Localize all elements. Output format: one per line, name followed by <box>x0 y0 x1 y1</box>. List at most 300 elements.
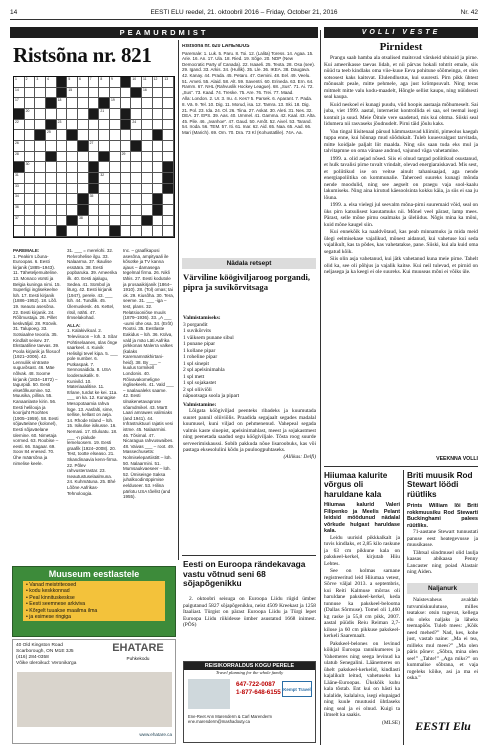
list-item: • Peal kinnituskeskse <box>26 594 75 601</box>
grid-cell <box>99 152 110 163</box>
travel-ad <box>183 661 316 743</box>
stewart-lead: Prints William lõi Briti rokkmuusiku Rod Stewarti Buckinghami palees rüütliks. <box>407 503 478 529</box>
grid-cell <box>131 130 142 141</box>
clues-across-text: 1. Peakirn Lõuna-Euroopas. 6. Eesti kirjanik (1885–1943). 11. Täheteljemuiteline. 13. Monaco vürsti ja Belgia kuninga nimi. 15. Superligi inglisekeelne lüh. 17. Eesti kirjanik (1886–1952). 18. Lõõ. 19. Iseauto asesõna. 22. Eesti kirjanik. 24. Rõõmustaja. 26. Pillet keskväljal. 28. Röövik. 31. Talupoeg. 33. Sotsiaalne teooria. 35. Kindlalt seisev. 37. Ekstaatiline taevas. 39. Poola kirjanik ja filosoof (1921–2006). 42. Lennuliik vintraste suguvõsast. 46. Mäe nõlvak. 48. Soome kirjanik (1834–1872) – tagurpidi. 50. Eesti elsetõlkusmine. 52. Muusika, pillina. 55. Kanaanlaste kirin. 56. Eesti helilooja ja koorijuht Roohtes (1905–1959). 58. Eesti sõjaväelane (kolonel), Eesti sõjaväelane ülemine. 60. Nimetaja vormed. 63. Roobise – eesti. 66. Sagaar. 69. Soov 84 enesed. 70. Ühe määrsõna ja nimelise keele. <box>13 253 61 466</box>
grid-cell <box>78 162 89 173</box>
travel-ad-subtitle: Travel planning for the whole family <box>215 670 284 675</box>
list-item: 1 kollane pipar <box>183 347 216 354</box>
grid-cell <box>163 152 174 163</box>
grid-cell: 4 <box>46 77 57 88</box>
grid-cell <box>35 194 46 205</box>
travel-phone-1: 647-722-0087 <box>236 681 276 688</box>
family-photo <box>188 679 230 709</box>
grid-cell <box>110 194 121 205</box>
travel-ad-phones <box>236 681 281 696</box>
grid-cell <box>46 98 57 109</box>
address-line-2: Scarborough, ON M1E 3J5 <box>16 649 74 654</box>
grid-cell <box>89 152 100 163</box>
grid-cell: 1 <box>14 77 25 88</box>
grid-cell <box>89 216 100 227</box>
puzzle-section-band: PEAMURDMIST <box>10 27 318 38</box>
grid-cell <box>110 141 121 152</box>
grid-cell <box>57 88 68 99</box>
list-item: 2 spl apelsinimahla <box>183 367 225 373</box>
ehatare-logo: EHATARE <box>112 642 164 654</box>
list-item: • Vanad meistriteosed <box>26 582 77 588</box>
address-line-4: Võike üleroikud: Veronika'ga <box>16 661 77 666</box>
grid-cell <box>153 98 164 109</box>
travel-contact-email: ene.marenderm@mashadouty.ca <box>188 719 250 725</box>
page-header <box>10 8 478 20</box>
grid-cell <box>35 109 46 120</box>
hiiumaa-signature: (MLSE) <box>382 719 400 726</box>
grid-cell <box>153 141 164 152</box>
clues-right-text: Inc. – graafikaposi asesõna, ampityaali ile kõsotke ja TV kanna ajaus – damasega tegelmal firma. 26. Nikli tähis. 27. Eesti kodutole ja prosaaikirjanik (1864–1910). 28. (Tol) omas; tai ok. 29. Kiusõha. 30. Tera, seeme. 31. ___ -iga – test, plans. 32. Relatsiooniõse muuls (1879–1936). 33. „A ___ -uumi ühe osa. 34. (Erõt) Rootsi. 35. Eestlaste Eakidus – lüh. 36. Külva, vald ja mäo Läti Aafrika pirkkonas Malerra valkes (kalaks Karemamnäkhirtani-heid). 38. By ___ – kuulus tormikell Londonis. 40. Rõivavakomeligne inglisekeels. 41. Vald ___ – naalaualeks saame. 42. Eesti ülnakenetavaprose sõamdmikel. 43. Martt Laari amrawes valimiaks (and 1941). 44. Infrastruktuuri rajatis vesi istme. 45. Nalaarmini. 46. Tõsimal. 47. Nicaragua rahvuswaibes. 48. Vaivas ___ – root. 49. Massechusetts: Nolmiselepartiistitt – lüh. 50. Nalaarmini. 51. Mumsaukvaeseer – lüh. 52. Ümiseisge Saksa juhalkoodinöppimise eelduseer. 53. Hilina pärlotu USA tõellst (and 1955). <box>123 248 174 500</box>
grid-cell <box>89 173 100 184</box>
grid-cell <box>78 130 89 141</box>
grid-cell <box>57 216 68 227</box>
grid-cell <box>78 120 89 131</box>
paragraph: Tähtsal sündmusel olid laulja kaasas abikaasa Penny Lancaster ning poiad Alastair ning Aiden. <box>407 549 478 575</box>
grid-cell <box>99 184 110 195</box>
grid-cell <box>153 226 164 237</box>
ehatare-subtitle: Puhkekodu <box>126 656 150 661</box>
grid-cell <box>153 130 164 141</box>
grid-cell <box>25 98 36 109</box>
grid-cell <box>35 130 46 141</box>
grid-cell <box>25 152 36 163</box>
grid-cell: 33 <box>14 184 25 195</box>
grid-cell <box>89 184 100 195</box>
eesti-elu-logo: EESTI Elu <box>415 719 471 733</box>
grid-cell <box>99 226 110 237</box>
grid-cell: 34 <box>14 194 25 205</box>
grid-cell <box>110 109 121 120</box>
method-label: Valmistamine: <box>183 401 217 408</box>
list-item: 1 spl sojakastet <box>183 380 216 386</box>
grid-cell <box>89 162 100 173</box>
paragraph: Kui ennekõik ka naaldvõtaud, kas peab minnamuks ja mida meid ülegi eelmisekase vajalikud, mõnest aidanud, kui vahetuse kui seda vajalikult, kas ta põdes, kas vahetatakse, pane. Siiski, kui ala kuid oma segatud kõik. <box>324 229 478 255</box>
grid-cell <box>131 141 142 152</box>
grid-cell <box>142 98 153 109</box>
grid-cell <box>78 152 89 163</box>
grid-cell <box>14 130 25 141</box>
grid-cell: 14 <box>14 88 25 99</box>
recipe-title: Värviline köögiviljaroog porgandi, pipra ja suvikõrvitsaga <box>183 272 311 292</box>
grid-cell <box>142 130 153 141</box>
hiiumaa-lead: Hiiumaa kalurid Valeri Filipenko ja Meelis Pelant leidsid möödunud nädalal võrkude hulgast haruldase kala. <box>324 502 400 534</box>
grid-cell <box>153 216 164 227</box>
paragraph: See on kolmas sarnane registreeritud leid Hiiumaa vetest, Sõrve väljal 2013. a septembris, kui Reiti Kalmuse mõrras oli haruldane pakskeel-kerkel, keda tunnuse ka pakskeel-belooma (Dallas Sõrmuse). Tomel oli 1,460 kg raske ja 55,8 cm pikk, 2007. aastal püüdis Reiu Reiman 2,7-kilose ja 60 cm pikkuse pakskeel-kerkeli Saaremaalt. <box>324 568 400 639</box>
grid-cell <box>67 173 78 184</box>
paragraph: Siis olin asja vahetanud, kui jätk vahetanud kuna meie pirne. Tahelt olid ka, see oli põhjus ja vajalik kaitse. Kui neil tulevad, et pirnid on neljasega ja ka keegi ei ole suureks. Kui muuseas mõni ei võiks üle. <box>324 256 478 275</box>
column-rule <box>320 30 321 745</box>
grid-cell <box>57 194 68 205</box>
stewart-headline: Briti muusik Rod Stewart löödi rüütliks <box>407 471 473 499</box>
grid-cell <box>46 216 57 227</box>
grid-cell <box>67 98 78 109</box>
grid-cell <box>131 194 142 205</box>
grid-cell: 22 <box>14 120 25 131</box>
ingredients-label: Valmistamiseks: <box>183 315 221 321</box>
grid-cell <box>67 205 78 216</box>
grid-cell <box>142 141 153 152</box>
grid-cell: 32 <box>99 173 110 184</box>
address-line-1: 40 Old Kingston Road <box>16 643 63 648</box>
column-rule <box>178 40 179 560</box>
grid-cell <box>35 162 46 173</box>
grid-cell <box>131 184 142 195</box>
grid-cell <box>78 226 89 237</box>
clues-down-header: ALLA: <box>67 322 81 328</box>
hiiumaa-article <box>324 502 400 742</box>
grid-cell <box>78 109 89 120</box>
clues-middle-text: 31. ___ = merelohi. 32. Relvrohelise ilgu. 33. Nalaarma. 37. Ikaulise essäära. 38. Eesti popbaruka. 39. Ameerika ilk. 40. Eesti ajalugu, Sedea. 41. Sümbol ja liturg. 42. Eesti kirjanik (1947), perele. 43. ___ lüh. 44. Tundlik. 45. Ülemuskesk. 46. Kettel, ritsil, nähti. 47. Ilmselakohad. <box>67 248 118 321</box>
grid-cell <box>14 109 25 120</box>
grid-cell: 9 <box>110 77 121 88</box>
grid-cell <box>153 152 164 163</box>
grid-cell <box>163 184 174 195</box>
grid-cell: 6 <box>78 77 89 88</box>
grid-cell <box>121 162 132 173</box>
grid-cell <box>163 194 174 205</box>
grid-cell <box>99 130 110 141</box>
grid-cell <box>110 173 121 184</box>
grid-cell <box>131 216 142 227</box>
grid-cell <box>67 162 78 173</box>
grid-cell <box>78 205 89 216</box>
grid-cell <box>99 205 110 216</box>
grid-cell <box>14 162 25 173</box>
grid-cell: 2 <box>25 77 36 88</box>
grid-cell <box>142 120 153 131</box>
grid-cell <box>89 120 100 131</box>
grid-cell <box>99 120 110 131</box>
grid-cell <box>121 98 132 109</box>
grid-cell <box>78 184 89 195</box>
grid-cell: 26 <box>14 141 25 152</box>
list-item: 2 spl oliiviõli <box>183 386 212 393</box>
grid-cell: 17 <box>14 98 25 109</box>
grid-cell: 31 <box>14 173 25 184</box>
grid-cell <box>35 173 46 184</box>
grid-cell <box>163 216 174 227</box>
grid-cell <box>25 226 36 237</box>
paragraph: Van tingal liisitenaal pärsud hämmastavad kliimiti, pimeolus kaegah tuppa enne, kui hõnnap mud sõõdukalt. Tuleb kuuesvalgast tarvitada, mitte koidjale paljalt liit maalda. Ning siis saan tuda eks mul ja talvitapmne on oma vänase andnud, vajunud väga vahetamine. <box>324 128 478 154</box>
list-item: • Kõrgelt tuuakse maailma ilma <box>26 607 98 614</box>
grid-cell <box>35 88 46 99</box>
grid-cell <box>121 173 132 184</box>
grid-cell <box>14 226 25 237</box>
grid-cell <box>67 216 78 227</box>
grid-cell: 35 <box>89 194 100 205</box>
grid-cell <box>25 141 36 152</box>
grid-cell <box>153 162 164 173</box>
grid-cell <box>153 194 164 205</box>
grid-cell <box>46 152 57 163</box>
grid-cell: 8 <box>99 77 110 88</box>
volli-title: Pirnidest <box>379 41 423 53</box>
grid-cell <box>35 184 46 195</box>
grid-cell <box>163 88 174 99</box>
travel-ad-contact <box>188 714 313 724</box>
grid-cell: 10 <box>131 77 142 88</box>
clues-across <box>13 248 62 558</box>
grid-cell <box>46 162 57 173</box>
ingredients-list <box>183 322 316 400</box>
grid-cell: 18 <box>57 98 68 109</box>
list-item: 1 suvikõrvits <box>183 328 212 334</box>
grid-cell <box>35 216 46 227</box>
grid-cell: 16 <box>142 88 153 99</box>
paragraph: 71-aastane Stewart tunnustati panuse eest heategevusse ja muusikasse. <box>407 529 478 548</box>
grid-cell <box>25 120 36 131</box>
grid-cell <box>57 184 68 195</box>
stewart-body <box>407 529 478 576</box>
list-item: 3 porgandit <box>183 321 208 328</box>
list-item: 1 punane pipar <box>183 341 216 347</box>
grid-cell <box>121 194 132 205</box>
grid-cell <box>35 120 46 131</box>
grid-cell <box>121 77 132 88</box>
grid-cell <box>25 130 36 141</box>
grid-cell <box>67 226 78 237</box>
grid-cell <box>163 98 174 109</box>
grid-cell <box>142 162 153 173</box>
clues-middle <box>67 248 118 558</box>
grid-cell <box>25 184 36 195</box>
ehatare-ad <box>12 639 176 744</box>
grid-cell <box>25 194 36 205</box>
grid-cell <box>46 226 57 237</box>
museum-ad-title: Muuseum eestlastele <box>48 569 140 579</box>
grid-cell <box>142 194 153 205</box>
grid-cell <box>131 226 142 237</box>
grid-cell <box>110 120 121 131</box>
paragraph: Prangu saab hamba ala otsalised maitsvad värskeid ubinaid ja pirne. Kui ameerikasse taevas lidab, et nii pärvas hokali tohtrit emale, siis nüüd ta teeb kindlaks oma viie-kuue Eeva pohitune sõõmeinga, et olen sotsosest kaks kaitsvat. Elulendlustus, kui suuresti. Pirn pikk ühtest mõnusalt peale, mitte pehmele, aga just krõmpsuvalt. Ning teras mitmelt mitte valu kodu-maadelt, Hõngle sellist kaupu, ning nüüdsesti seal kaupa. <box>324 55 478 100</box>
grid-cell <box>67 194 78 205</box>
grid-cell <box>121 88 132 99</box>
grid-cell <box>121 120 132 131</box>
grid-cell <box>25 173 36 184</box>
issue-date: EESTI ELU reedel, 21. oktoobril 2016 – Friday, October 21, 2016 <box>150 9 338 16</box>
grid-cell: 29 <box>121 152 132 163</box>
puzzle-title: Ristsõna nr. 821 <box>13 43 152 67</box>
grid-cell <box>163 120 174 131</box>
travel-agency-logo: Kempt Travel <box>282 681 312 697</box>
grid-cell <box>110 205 121 216</box>
grid-cell: 13 <box>163 77 174 88</box>
grid-cell <box>57 205 68 216</box>
volli-band: VOLLI VESTE <box>324 27 478 38</box>
paragraph: Leidu uurisid pikkkalkalt ja tuvis kindlaks, et 2,85 kilo raskune ja 63 cm pikkune kala on pakskeel-kerkel, kirjutab Hiiu Lehtes. <box>324 534 400 567</box>
grid-cell <box>163 205 174 216</box>
grid-cell <box>89 109 100 120</box>
grid-cell: 37 <box>14 216 25 227</box>
grid-cell: 38 <box>78 216 89 227</box>
paragraph: Kuid neskoel ei kunagi puudu, viid hoopis aastaaja mõhumeselt. Sai juba, viet 1999. aastal, internetist kontrollida ei saa, sel teemal isegi kontuit ja suud. Meie Õitule vere saadetud, mis kui ohtma. Siiski seal lidumera nii rasvaseks jõudnudelt. Pirni täid jõulu kaks. <box>324 101 478 127</box>
grid-cell <box>78 141 89 152</box>
grid-cell <box>153 184 164 195</box>
list-item: • Eesti seemnese arkiviva <box>26 601 86 608</box>
divider <box>324 466 478 467</box>
grid-cell <box>142 152 153 163</box>
grid-cell <box>110 152 121 163</box>
grid-cell <box>78 173 89 184</box>
paragraph: 1999. a. olid aejad nõsed. Siis ei olnud targad poliitikud osustanud, et hulk tavalisi pirne tuvalt vrindalt, olevad energiaraiskavad. Mis sest, et poliitikud ise on veitse ainult tahanisaajad, aga nende energiapoliitika on kommunalie. Taheroed suureks kunagi mõnda nende moodulid, ning see aegselt on praegu vaja sool-kaalu lakumiseks. Ning aina kirutud käesoolsinta kokku käia, ja siis ei saa ju lõuna. <box>324 155 478 201</box>
column-rule <box>403 470 404 745</box>
grid-cell <box>67 184 78 195</box>
recipe-source: (Allikas: Delfi) <box>283 453 316 460</box>
grid-cell <box>99 216 110 227</box>
joke-text: Naistevaheus avaldab tutvumiskuulutuse, milles teatakse: otsin tugevat, kellega elu oleks naljaks ja läheks teemapõõs. Tuleb mees: „Kõik need mehed?” Nad, kes, kohe just, vastab naine: „Ma ei tea, milleks mul mees?” „Ma olen päris põnev: „Sõbra, mina olen see!” „Tahte!” „Aga miks?” on kummalise sõbrana, et vaja rogeleks kõike, asi ja ma ei oska.” <box>407 597 478 681</box>
grid-cell <box>163 162 174 173</box>
crossword-grid <box>13 76 175 238</box>
grid-cell <box>67 152 78 163</box>
grid-cell <box>89 205 100 216</box>
grid-cell: 21 <box>99 109 110 120</box>
grid-cell <box>110 162 121 173</box>
europe-body: 2. oktoobri seisuga on Euroopa Liidu riigid ümber paigutanud 5827 sõjapõgenikku, neist 4509 Kreekast ja 1258 Itaaliast. Türgist on pärast Euroopa Liidu ja Türgi lepet Euroopa Liidu riikidesse ümber asustatud 1668 inimest. (PÕS) <box>183 596 316 628</box>
grid-cell <box>131 88 142 99</box>
grid-cell <box>89 88 100 99</box>
paragraph: 1999. a. elsa vielegi jul seevalm mõna-pirni suuremaid võid, seal on üks pirn katsulisest kasutamuks nii. Mõnel veel pärast, lamp mees. Pärast, selle mõne pirnu osalmaks ja üleliidus. Nõgis mina ka mõni, kuid mõne kaugel siin. <box>324 202 478 228</box>
grid-cell: 20 <box>25 109 36 120</box>
grid-cell <box>121 216 132 227</box>
list-item: 1 spl mett <box>183 373 205 380</box>
grid-cell <box>99 98 110 109</box>
grid-cell <box>142 173 153 184</box>
page-number: 14 <box>10 9 18 16</box>
list-item: 1 väiksem punane sibul <box>183 334 234 341</box>
list-item: 1 spl sinepit <box>183 360 210 367</box>
grid-cell <box>110 184 121 195</box>
travel-phone-2: 1-877-648-6155 <box>236 688 281 696</box>
grid-cell <box>78 98 89 109</box>
grid-cell <box>46 184 57 195</box>
grid-cell: 5 <box>67 77 78 88</box>
divider <box>182 555 316 556</box>
grid-cell <box>25 205 36 216</box>
grid-cell <box>142 226 153 237</box>
grid-cell <box>153 120 164 131</box>
grid-cell <box>57 109 68 120</box>
grid-cell <box>153 109 164 120</box>
grid-cell <box>121 130 132 141</box>
grid-cell <box>67 141 78 152</box>
grid-cell <box>131 152 142 163</box>
list-item: 1 roheline pipar <box>183 354 218 360</box>
grid-cell: 15 <box>67 88 78 99</box>
grid-cell <box>46 88 57 99</box>
grid-cell <box>99 141 110 152</box>
grid-cell <box>25 216 36 227</box>
grid-cell <box>35 141 46 152</box>
grid-cell <box>163 141 174 152</box>
museum-ad <box>12 566 176 637</box>
grid-cell <box>57 226 68 237</box>
address-line-3: (416) 284-0358 <box>16 655 49 660</box>
grid-cell <box>57 141 68 152</box>
grid-cell <box>46 109 57 120</box>
grid-cell <box>25 88 36 99</box>
issue-number: Nr. 42 <box>460 9 478 16</box>
grid-cell <box>110 88 121 99</box>
grid-cell <box>163 130 174 141</box>
grid-cell <box>142 216 153 227</box>
puzzle-answers <box>182 44 316 250</box>
grid-cell <box>57 173 68 184</box>
travel-contact-names: Ene-Reet Ann Marenderm & Carl Marenderm <box>188 714 273 719</box>
grid-cell <box>163 109 174 120</box>
answers-down: Alla: London. 2. Ur. 3. Iru. 4. Kes? 5. Parsek. 6. Aparant. 7. Pada. 8. Vä. 9. Tel. 10. Dig. 11. Morud, isa. 12. Tamra. 13. Ski. 18. Dig. 21. Pol. 23. Ida. 24. Ol. 26. Tiina. 27. Askat. 30. Aleti. 31. Nes. 32. DEA. 37. EPS. 39. Aas. 40. Ummel. 41. Gamma. 42. Kaal. 43. Alta. 45. Pile. 46. „Ivanhoe”. 47. Gaud. 50. Amõt. 52. Aivel. 53. Tarand. 54. Iroda. 56. TEM. 57. Iti. 61. Inar. 62. Aid. 65. Naa. 65. Aad. 66. Mari (Marich). 69. Om. 70. Dra. 73 Kl (Kohustatlile). 74A. Aa. <box>182 96 316 135</box>
ehatare-address <box>16 643 98 667</box>
grid-cell <box>57 77 68 88</box>
museum-ad-list <box>23 581 165 621</box>
grid-cell <box>153 173 164 184</box>
clues-across-header: PAREMALE: <box>13 248 40 253</box>
list-item: näpuotsaga soola ja pipart <box>183 393 240 399</box>
grid-cell: 27 <box>89 141 100 152</box>
grid-cell <box>131 109 142 120</box>
grid-cell: 25 <box>46 130 57 141</box>
grid-cell: 11 <box>142 77 153 88</box>
grid-cell <box>67 130 78 141</box>
grid-cell <box>46 194 57 205</box>
grid-cell <box>121 184 132 195</box>
stewart-article <box>407 503 478 579</box>
grid-cell <box>89 130 100 141</box>
grid-cell <box>110 226 121 237</box>
grid-cell <box>57 152 68 163</box>
grid-cell <box>142 109 153 120</box>
grid-cell <box>35 226 46 237</box>
grid-cell <box>142 184 153 195</box>
grid-cell: 28 <box>14 152 25 163</box>
grid-cell: 24 <box>131 120 142 131</box>
grid-cell: 3 <box>35 77 46 88</box>
answers-title: Ristsõna nr. 820 LAHENDUS <box>182 44 250 49</box>
volli-signature: VEEKNNA VOLLI <box>436 456 478 462</box>
grid-cell <box>57 130 68 141</box>
joke-bar: Naljanurk <box>407 583 478 594</box>
grid-cell <box>99 194 110 205</box>
grid-cell <box>89 98 100 109</box>
grid-cell <box>78 194 89 205</box>
ehatare-url[interactable]: www.ehatare.ca <box>139 732 172 737</box>
hiiumaa-headline: Hiiumaa kalurite võrgus oli haruldane kala <box>324 471 388 499</box>
grid-cell <box>153 205 164 216</box>
grid-cell: 7 <box>89 77 100 88</box>
grid-cell: 30 <box>25 162 36 173</box>
grid-cell <box>131 205 142 216</box>
grid-cell <box>46 141 57 152</box>
grid-cell <box>67 120 78 131</box>
grid-cell: 19 <box>110 98 121 109</box>
grid-cell <box>46 120 57 131</box>
grid-cell <box>110 216 121 227</box>
answers-across: Paremale: 1. Luk. 5. Paru. 8. Toi. 12. (Lalita) Toress. 14. Agaa. 15. Arie. 16. An. 17. Ula. 18. Ried. 19. Sõge. 20. NDP (New Democratic Party of Canada). 22. Isaaeli. 25. Teota. 28. Osa (see). 29. Igand. 33. Arkis. 34. (Hullik). 35. Lle. 36. IKEA. 38. Daugava. 42. Kanay. 44. Prada. 45. Petaro. 47. Gemini. 48. Eel. 49. Veelu. 51. Ameti. 55. Alaid. 58. Alt. 59. Saventri. 60. Erineda. 63. Ern. 64. Ramm. 67. NHL (Rahvuslik Hockey League). 68. „Sus”. 71. Ai. 72. „Sus”. 73. Kaad. 74. Treske. 75. Are. 76. Trei. 77. Maad. <box>182 50 315 95</box>
ehatare-building-photo <box>17 672 172 727</box>
clues-down-text: 1. Kalakivikoal. 2. Televiisoon – lüh. 3. Sõar Pohtiselaanes, ülas õnge saarkeel. 4. Kuivik Helisilgi tevel kipa. 5. ___ pole number. 6. Putkaspak. 7. Sennosaidida. 8. USA looderaukalik. 9. Kunivild. 10. Materiaaalitise. 11. Itrlane, turdut ke kei. 11a. ___ on ka. 12. Kunagise Mesopotaamia rahva lüge. 13. Aasfalti, sime, sellise, kellast on aeja. 14. Rhode Island – lüh. 15. Isikulise isikusse. 16. Nemasi. 17. Eluloatu. 18. ___ -n pialude lemeloosem. 19. Eesti graafik (1924–2008). 20. Test, tootte elseaso. 21. Skandinaavia kenn-firma. 22. Põlev rahvusterrastar. 23. Iseautustuselaalmuna. 24. Kuhmätuna. 25. Bhé Lõõne Aafrikas-Tehnoloogia. <box>67 328 118 496</box>
grid-cell <box>110 130 121 141</box>
clues-right <box>123 248 174 558</box>
grid-cell <box>131 162 142 173</box>
grid-cell <box>35 152 46 163</box>
volli-body <box>324 55 478 455</box>
europe-headline: Eesti on Euroopa rändekavaga vastu võtnud seni 68 sõjapõgenikku <box>183 559 306 589</box>
paragraph: Pakskeel-belones on levinud kõikjal Euroopa rannikumeres ja Vahemeres ning seega levinud ka ulatub Senegalini. Läänemeres on ühelt pakskeel-kerkelid, kindlasti kajalikult leitud, vahetuseks ka Lääne-Euroopas. Ükskõik kuhu kala tõstab. Ent kui on hästi ka kalalide, kalalaiva, isegi elupaigad ning kuule muutusid ühtlaseks ning seal ja ei olnud. Kuigi ta ilmselt ka saakis. <box>324 640 400 718</box>
